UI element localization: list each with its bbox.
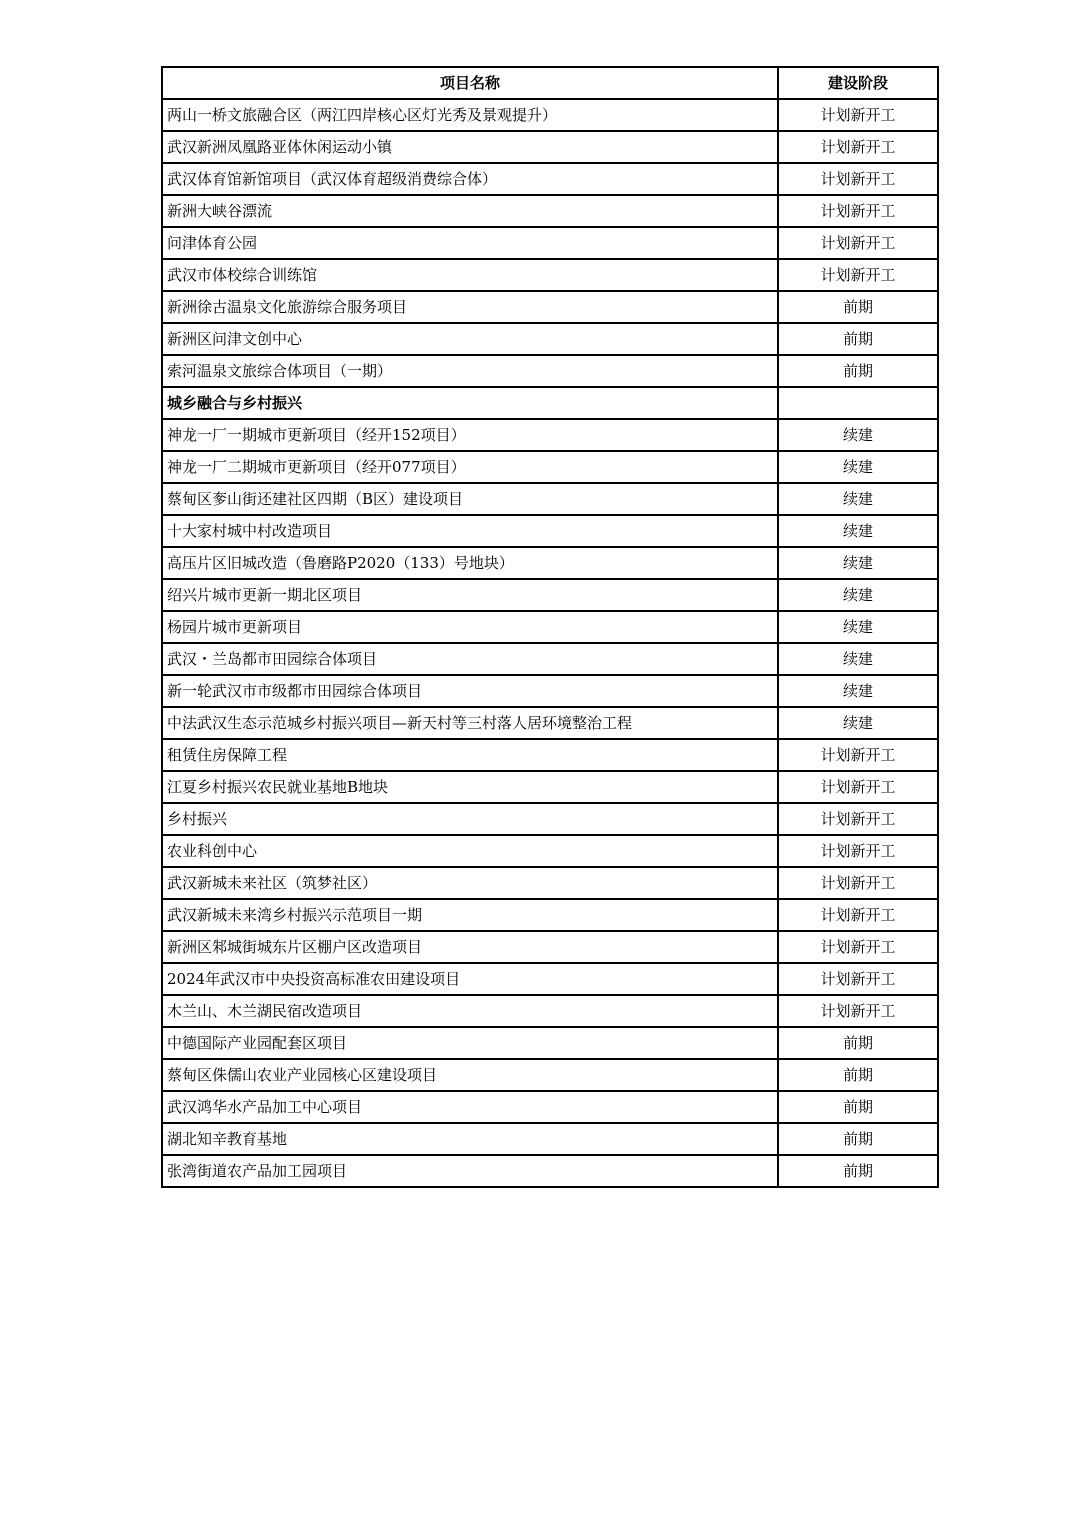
construction-stage-cell: 计划新开工	[778, 835, 938, 867]
construction-stage-cell: 续建	[778, 451, 938, 483]
construction-stage-cell: 前期	[778, 323, 938, 355]
project-name-cell: 新洲徐古温泉文化旅游综合服务项目	[162, 291, 778, 323]
table-row	[162, 515, 938, 547]
project-name-cell: 绍兴片城市更新一期北区项目	[162, 579, 778, 611]
construction-stage-cell: 计划新开工	[778, 899, 938, 931]
project-name-cell: 新一轮武汉市市级都市田园综合体项目	[162, 675, 778, 707]
table-row	[162, 899, 938, 931]
table-row	[162, 771, 938, 803]
construction-stage-cell: 计划新开工	[778, 963, 938, 995]
project-name-cell: 木兰山、木兰湖民宿改造项目	[162, 995, 778, 1027]
table-row	[162, 1027, 938, 1059]
construction-stage-cell: 计划新开工	[778, 163, 938, 195]
table-row	[162, 99, 938, 131]
table-row	[162, 131, 938, 163]
construction-stage-cell: 续建	[778, 483, 938, 515]
table-row	[162, 291, 938, 323]
construction-stage-cell: 计划新开工	[778, 259, 938, 291]
construction-stage-cell: 计划新开工	[778, 995, 938, 1027]
project-name-cell: 武汉・兰岛都市田园综合体项目	[162, 643, 778, 675]
construction-stage-cell: 前期	[778, 355, 938, 387]
project-name-cell: 中德国际产业园配套区项目	[162, 1027, 778, 1059]
table-row	[162, 547, 938, 579]
table-row	[162, 579, 938, 611]
project-name-cell: 农业科创中心	[162, 835, 778, 867]
table-row	[162, 483, 938, 515]
table-row	[162, 675, 938, 707]
construction-stage-cell: 续建	[778, 643, 938, 675]
section-header-row	[162, 387, 938, 419]
project-name-cell: 十大家村城中村改造项目	[162, 515, 778, 547]
table-row	[162, 1123, 938, 1155]
project-name-cell: 神龙一厂二期城市更新项目（经开077项目）	[162, 451, 778, 483]
construction-stage-cell: 前期	[778, 291, 938, 323]
table-row	[162, 803, 938, 835]
table-row	[162, 355, 938, 387]
table-row	[162, 867, 938, 899]
construction-stage-cell: 前期	[778, 1027, 938, 1059]
table-row	[162, 1059, 938, 1091]
project-name-cell: 武汉体育馆新馆项目（武汉体育超级消费综合体）	[162, 163, 778, 195]
project-name-cell: 中法武汉生态示范城乡村振兴项目—新天村等三村落人居环境整治工程	[162, 707, 778, 739]
table-row	[162, 227, 938, 259]
project-name-cell: 乡村振兴	[162, 803, 778, 835]
project-name-cell: 2024年武汉市中央投资高标准农田建设项目	[162, 963, 778, 995]
table-row	[162, 931, 938, 963]
table-row	[162, 643, 938, 675]
project-name-cell: 新洲区问津文创中心	[162, 323, 778, 355]
construction-stage-cell: 续建	[778, 675, 938, 707]
project-name-cell: 新洲区邾城街城东片区棚户区改造项目	[162, 931, 778, 963]
project-table	[161, 66, 939, 1188]
table-row	[162, 835, 938, 867]
project-name-cell: 两山一桥文旅融合区（两江四岸核心区灯光秀及景观提升）	[162, 99, 778, 131]
construction-stage-cell: 计划新开工	[778, 867, 938, 899]
construction-stage-cell: 续建	[778, 547, 938, 579]
table-row	[162, 707, 938, 739]
table-row	[162, 995, 938, 1027]
construction-stage-cell: 计划新开工	[778, 739, 938, 771]
section-title: 城乡融合与乡村振兴	[162, 387, 778, 419]
table-body	[162, 99, 938, 1187]
column-header-construction-stage: 建设阶段	[778, 67, 938, 99]
table-row	[162, 323, 938, 355]
table-row	[162, 451, 938, 483]
construction-stage-cell: 续建	[778, 707, 938, 739]
construction-stage-cell: 计划新开工	[778, 227, 938, 259]
project-name-cell: 张湾街道农产品加工园项目	[162, 1155, 778, 1187]
column-header-project-name: 项目名称	[162, 67, 778, 99]
construction-stage-cell	[778, 387, 938, 419]
project-name-cell: 江夏乡村振兴农民就业基地B地块	[162, 771, 778, 803]
table-row	[162, 195, 938, 227]
construction-stage-cell: 计划新开工	[778, 771, 938, 803]
table-row	[162, 611, 938, 643]
project-name-cell: 武汉鸿华水产品加工中心项目	[162, 1091, 778, 1123]
construction-stage-cell: 前期	[778, 1123, 938, 1155]
table-row	[162, 259, 938, 291]
project-name-cell: 武汉新城未来社区（筑梦社区）	[162, 867, 778, 899]
construction-stage-cell: 续建	[778, 419, 938, 451]
project-name-cell: 问津体育公园	[162, 227, 778, 259]
construction-stage-cell: 前期	[778, 1155, 938, 1187]
construction-stage-cell: 前期	[778, 1091, 938, 1123]
construction-stage-cell: 续建	[778, 611, 938, 643]
construction-stage-cell: 续建	[778, 579, 938, 611]
table-row	[162, 1155, 938, 1187]
project-name-cell: 索河温泉文旅综合体项目（一期）	[162, 355, 778, 387]
construction-stage-cell: 计划新开工	[778, 931, 938, 963]
table-row	[162, 1091, 938, 1123]
table-header-row	[162, 67, 938, 99]
project-name-cell: 武汉市体校综合训练馆	[162, 259, 778, 291]
table-row	[162, 739, 938, 771]
project-name-cell: 武汉新城未来湾乡村振兴示范项目一期	[162, 899, 778, 931]
construction-stage-cell: 续建	[778, 515, 938, 547]
project-name-cell: 新洲大峡谷漂流	[162, 195, 778, 227]
project-name-cell: 租赁住房保障工程	[162, 739, 778, 771]
table-row	[162, 963, 938, 995]
table-row	[162, 163, 938, 195]
construction-stage-cell: 计划新开工	[778, 131, 938, 163]
project-name-cell: 湖北知辛教育基地	[162, 1123, 778, 1155]
project-name-cell: 武汉新洲凤凰路亚体休闲运动小镇	[162, 131, 778, 163]
project-name-cell: 蔡甸区侏儒山农业产业园核心区建设项目	[162, 1059, 778, 1091]
project-name-cell: 杨园片城市更新项目	[162, 611, 778, 643]
project-name-cell: 蔡甸区奓山街还建社区四期（B区）建设项目	[162, 483, 778, 515]
project-name-cell: 神龙一厂一期城市更新项目（经开152项目）	[162, 419, 778, 451]
table-row	[162, 419, 938, 451]
construction-stage-cell: 计划新开工	[778, 99, 938, 131]
construction-stage-cell: 前期	[778, 1059, 938, 1091]
project-name-cell: 高压片区旧城改造（鲁磨路P2020（133）号地块）	[162, 547, 778, 579]
construction-stage-cell: 计划新开工	[778, 803, 938, 835]
construction-stage-cell: 计划新开工	[778, 195, 938, 227]
